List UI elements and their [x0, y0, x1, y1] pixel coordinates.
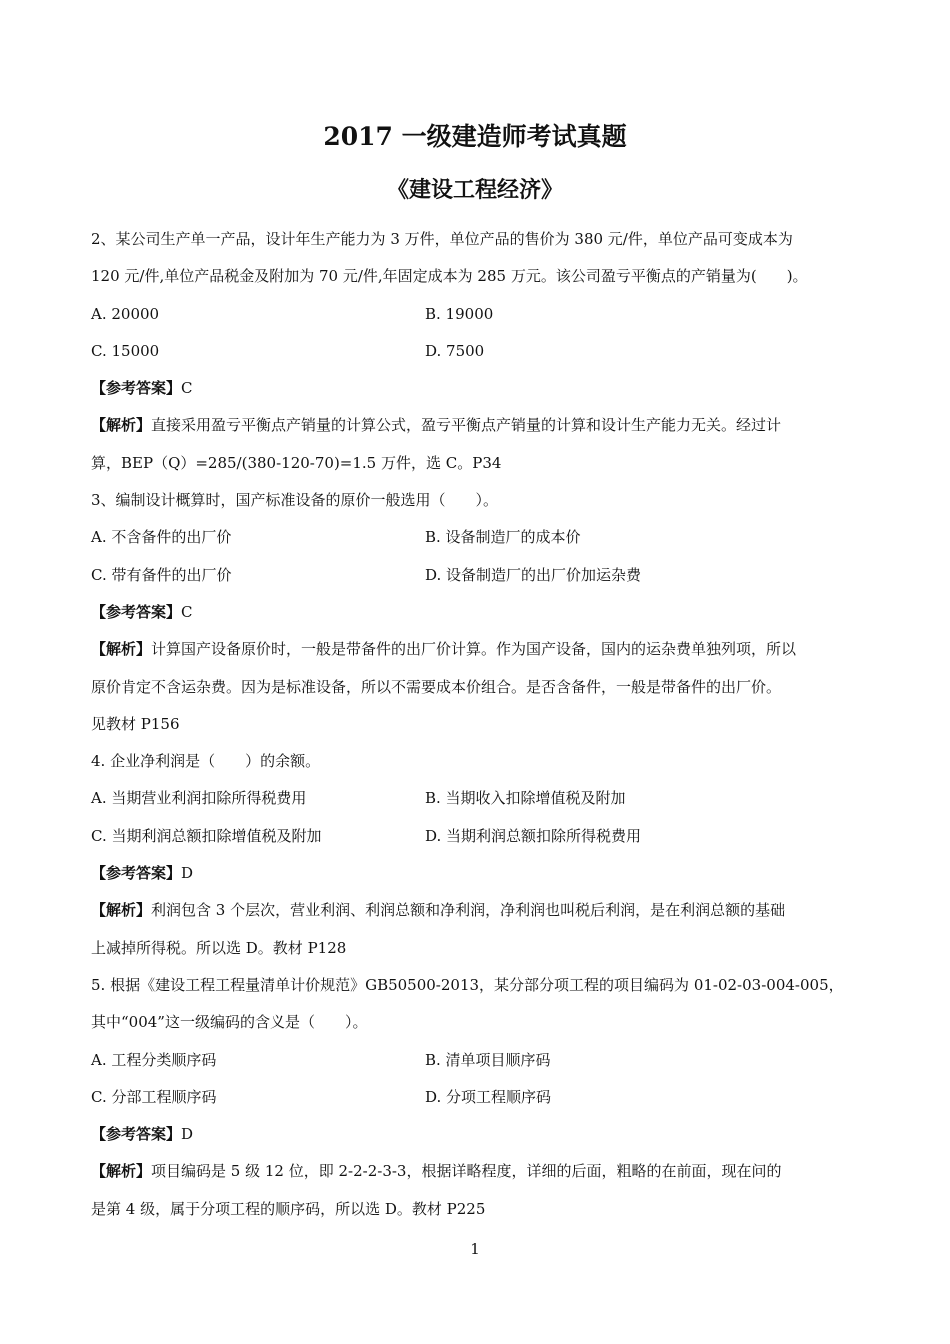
q5-stem-line2: 其中“004”这一级编码的含义是（ ）。	[91, 1013, 368, 1032]
q4-options-row1	[91, 780, 868, 817]
answer-value: D	[181, 864, 194, 883]
q3-analysis-line1	[91, 631, 868, 668]
q4-option-b: B. 当期收入扣除增值税及附加	[425, 789, 626, 808]
answer-tag: 【参考答案】	[91, 1125, 182, 1144]
q3-option-a: A. 不含备件的出厂价	[91, 528, 232, 547]
question-list	[91, 221, 868, 1228]
answer-value: D	[181, 1125, 194, 1144]
q2-stem-line2: 120 元/件,单位产品税金及附加为 70 元/件,年固定成本为 285 万元。该公司盈亏平衡点的产销量为( )。	[91, 267, 808, 286]
q3-options-row1	[91, 519, 868, 556]
q3-stem-line1: 3、编制设计概算时，国产标准设备的原价一般选用（ ）。	[91, 491, 499, 510]
q4-option-c: C. 当期利润总额扣除增值税及附加	[91, 826, 322, 845]
q5-stem-line1: 5. 根据《建设工程工程量清单计价规范》GB50500-2013，某分部分项工程的项目编码为 01-02-03-004-005，	[91, 975, 844, 994]
answer-value: C	[181, 379, 193, 398]
q2-analysis-line1	[91, 407, 868, 444]
answer-tag: 【参考答案】	[91, 379, 182, 398]
q4-option-a: A. 当期营业利润扣除所得税费用	[91, 789, 307, 808]
q4-answer	[91, 855, 868, 892]
q4-options-row2	[91, 818, 868, 855]
answer-value: C	[181, 602, 193, 621]
q5-option-d: D. 分项工程顺序码	[425, 1087, 552, 1106]
q3-option-d: D. 设备制造厂的出厂价加运杂费	[425, 565, 642, 584]
analysis-text: 利润包含 3 个层次，营业利润、利润总额和净利润，净利润也叫税后利润，是在利润总额的基础	[151, 901, 786, 920]
q5-option-b: B. 清单项目顺序码	[425, 1050, 551, 1069]
q5-analysis-line2: 是第 4 级，属于分项工程的顺序码，所以选 D。教材 P225	[91, 1199, 486, 1218]
analysis-tag: 【解析】	[91, 1162, 152, 1181]
analysis-tag: 【解析】	[91, 640, 152, 659]
q4-option-d: D. 当期利润总额扣除所得税费用	[425, 826, 642, 845]
q3-options-row2	[91, 557, 868, 594]
q5-option-c: C. 分部工程顺序码	[91, 1087, 217, 1106]
page-title: 2017 一级建造师考试真题	[323, 122, 627, 151]
q3-option-c: C. 带有备件的出厂价	[91, 565, 232, 584]
q5-option-a: A. 工程分类顺序码	[91, 1050, 217, 1069]
q2-answer	[91, 370, 868, 407]
q2-option-b: B. 19000	[425, 304, 494, 323]
q5-options-row1	[91, 1042, 868, 1079]
answer-tag: 【参考答案】	[91, 602, 182, 621]
analysis-text: 计算国产设备原价时，一般是带备件的出厂价计算。作为国产设备，国内的运杂费单独列项，所以	[151, 640, 797, 659]
q3-analysis-line3: 见教材 P156	[91, 714, 180, 733]
q4-stem-line1: 4. 企业净利润是（ ）的余额。	[91, 752, 321, 771]
page-number: 1	[470, 1240, 480, 1258]
q2-options-row1	[91, 296, 868, 333]
q3-option-b: B. 设备制造厂的成本价	[425, 528, 581, 547]
page-subtitle: 《建设工程经济》	[386, 177, 563, 203]
q3-analysis-line2: 原价肯定不含运杂费。因为是标准设备，所以不需要成本价组合。是否含备件，一般是带备件的出厂价。	[91, 677, 782, 696]
analysis-tag: 【解析】	[91, 901, 152, 920]
answer-tag: 【参考答案】	[91, 864, 182, 883]
q2-stem-line1: 2、某公司生产单一产品，设计年生产能力为 3 万件，单位产品的售价为 380 元/件，单位产品可变成本为	[91, 230, 793, 248]
q2-option-d: D. 7500	[425, 341, 485, 360]
q5-analysis-line1	[91, 1153, 868, 1190]
q3-answer	[91, 594, 868, 631]
analysis-tag: 【解析】	[91, 416, 152, 435]
q5-options-row2	[91, 1079, 868, 1116]
q2-analysis-line2: 算，BEP（Q）=285/(380-120-70)=1.5 万件，选 C。P34	[91, 453, 502, 472]
q5-answer	[91, 1116, 868, 1153]
q2-option-a: A. 20000	[91, 304, 160, 323]
q4-analysis-line1	[91, 892, 868, 929]
q2-option-c: C. 15000	[91, 341, 160, 360]
q4-analysis-line2: 上减掉所得税。所以选 D。教材 P128	[91, 938, 347, 957]
analysis-text: 项目编码是 5 级 12 位，即 2-2-2-3-3，根据详略程度，详细的后面，粗略的在前面，现在问的	[151, 1162, 782, 1181]
analysis-text: 直接采用盈亏平衡点产销量的计算公式，盈亏平衡点产销量的计算和设计生产能力无关。经过计	[151, 416, 782, 435]
q2-options-row2	[91, 333, 868, 370]
